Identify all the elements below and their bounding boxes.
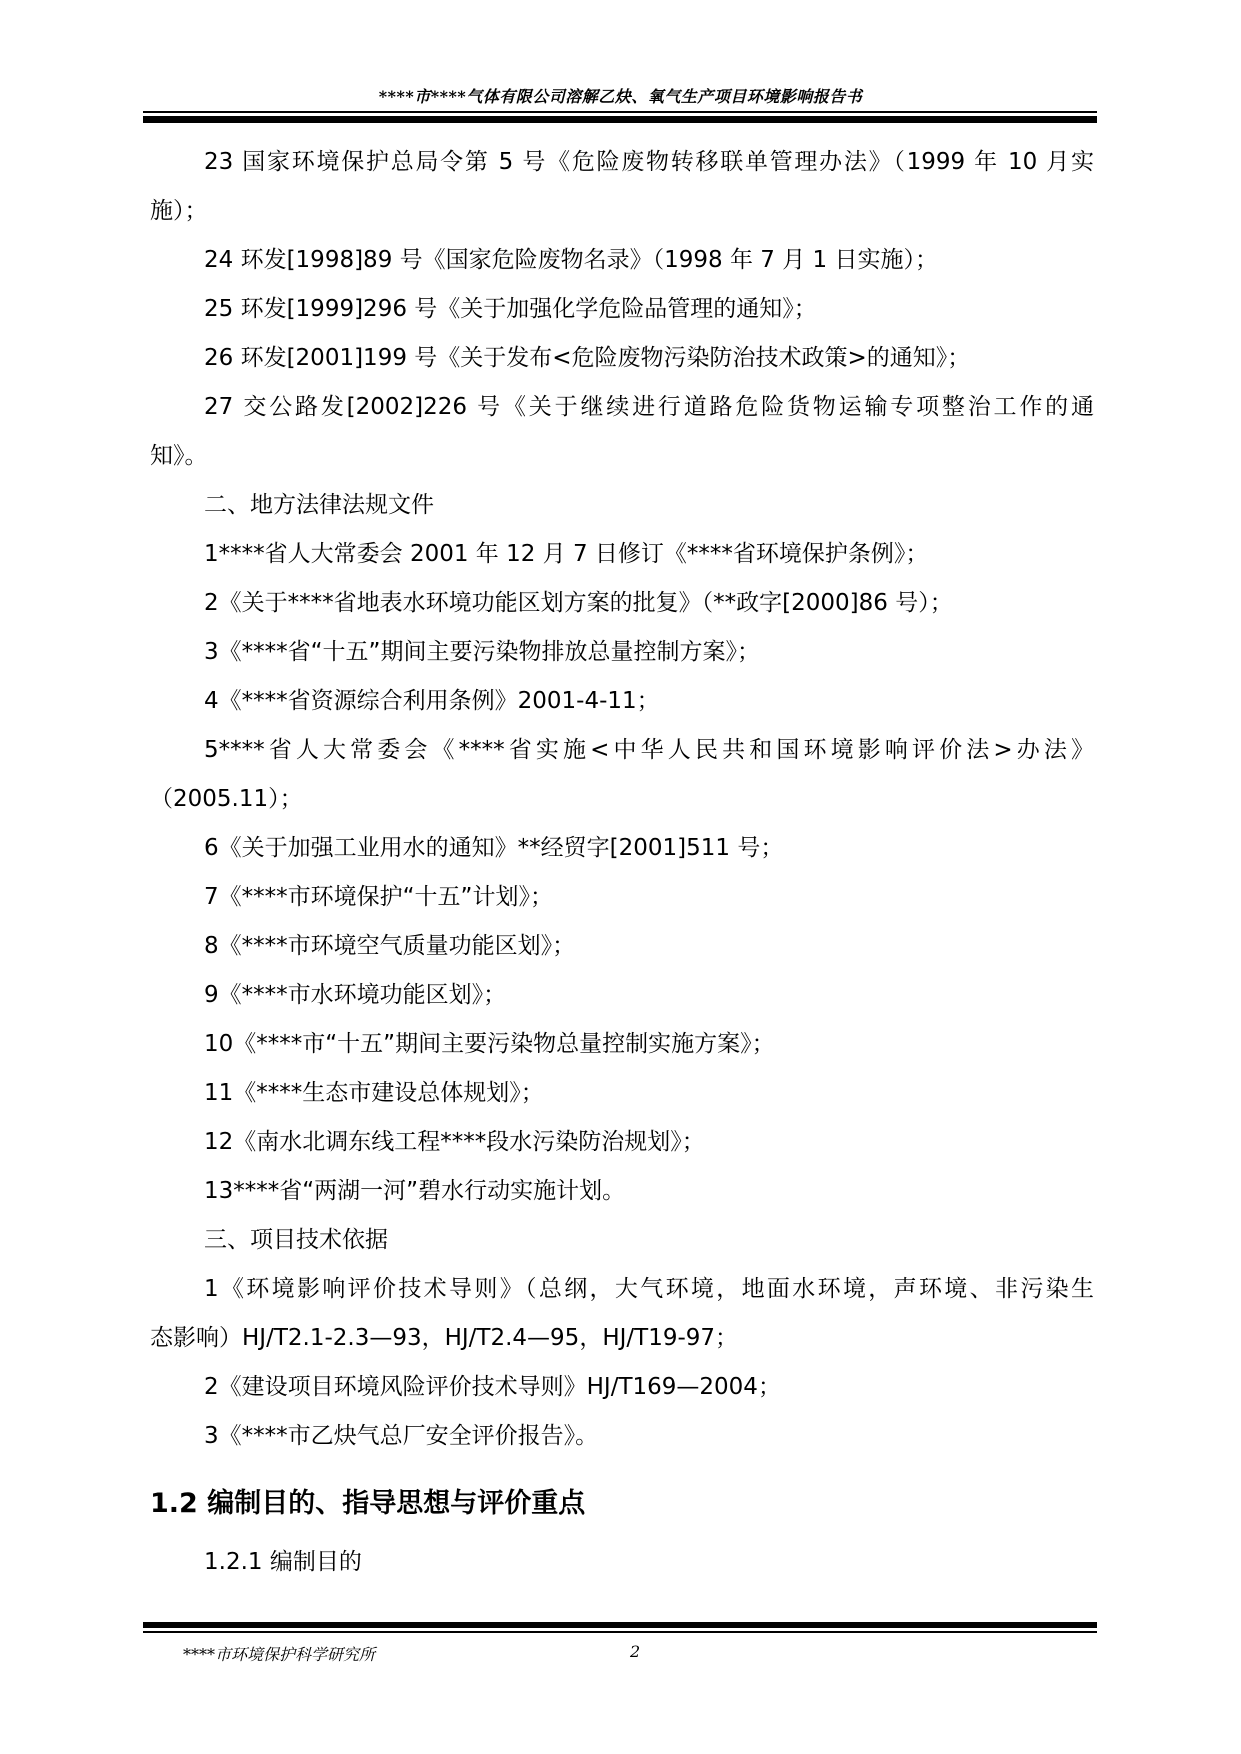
footer-organization: ****市环境保护科学研究所 (183, 1645, 376, 1664)
section-heading-1-2: 1.2 编制目的、指导思想与评价重点 (150, 1488, 586, 1519)
local-regulation-12: 12《南水北调东线工程****段水污染防治规划》； (204, 1129, 705, 1155)
local-regulation-4: 4《****省资源综合利用条例》2001-4-11； (204, 688, 660, 714)
page-number: 2 (630, 1642, 641, 1661)
tech-basis-1-line-1: 1《环境影响评价技术导则》（总纲，大气环境，地面水环境，声环境、非污染生 (204, 1276, 1094, 1302)
item-23-line-2: 施）； (150, 198, 208, 224)
item-24: 24 环发[1998]89 号《国家危险废物名录》（1998 年 7 月 1 日实施）； (204, 247, 938, 273)
local-regulation-6: 6《关于加强工业用水的通知》**经贸字[2001]511 号； (204, 835, 784, 861)
local-regulation-8: 8《****市环境空气质量功能区划》； (204, 933, 576, 959)
section-3-title: 三、项目技术依据 (204, 1227, 388, 1253)
subheading-1-2-1: 1.2.1 编制目的 (204, 1549, 362, 1575)
item-27-line-2: 知》。 (150, 443, 208, 469)
item-23-line-1: 23 国家环境保护总局令第 5 号《危险废物转移联单管理办法》（1999 年 10 月实 (204, 149, 1094, 175)
local-regulation-11: 11《****生态市建设总体规划》； (204, 1080, 544, 1106)
local-regulation-13: 13****省“两湖一河”碧水行动实施计划。 (204, 1178, 626, 1204)
item-26: 26 环发[2001]199 号《关于发布<危险废物污染防治技术政策>的通知》； (204, 345, 971, 371)
tech-basis-2: 2《建设项目环境风险评价技术导则》HJ/T169—2004； (204, 1374, 781, 1400)
local-regulation-9: 9《****市水环境功能区划》； (204, 982, 507, 1008)
header-title: ****市****气体有限公司溶解乙炔、氧气生产项目环境影响报告书 (378, 87, 863, 106)
header-rule-thin (143, 111, 1097, 113)
local-regulation-10: 10《****市“十五”期间主要污染物总量控制实施方案》； (204, 1031, 775, 1057)
section-2-title: 二、地方法律法规文件 (204, 492, 434, 518)
footer-rule-thin (143, 1631, 1097, 1633)
local-regulation-1: 1****省人大常委会 2001 年 12 月 7 日修订《****省环境保护条例》； (204, 541, 929, 567)
tech-basis-1-line-2: 态影响）HJ/T2.1-2.3—93，HJ/T2.4—95，HJ/T19-97； (150, 1325, 739, 1351)
item-27-line-1: 27 交公路发[2002]226 号《关于继续进行道路危险货物运输专项整治工作的通 (204, 394, 1094, 420)
local-regulation-7: 7《****市环境保护“十五”计划》； (204, 884, 553, 910)
item-25: 25 环发[1999]296 号《关于加强化学危险品管理的通知》； (204, 296, 817, 322)
local-regulation-2: 2《关于****省地表水环境功能区划方案的批复》（**政字[2000]86 号）； (204, 590, 953, 616)
tech-basis-3: 3《****市乙炔气总厂安全评价报告》。 (204, 1423, 599, 1449)
local-regulation-5-line-2: （2005.11）； (150, 786, 303, 812)
local-regulation-5-line-1: 5****省人大常委会《****省实施<中华人民共和国环境影响评价法>办法》 (204, 737, 1094, 763)
footer-rule-thick (143, 1622, 1097, 1628)
local-regulation-3: 3《****省“十五”期间主要污染物排放总量控制方案》； (204, 639, 760, 665)
header-rule-thick (143, 116, 1097, 123)
